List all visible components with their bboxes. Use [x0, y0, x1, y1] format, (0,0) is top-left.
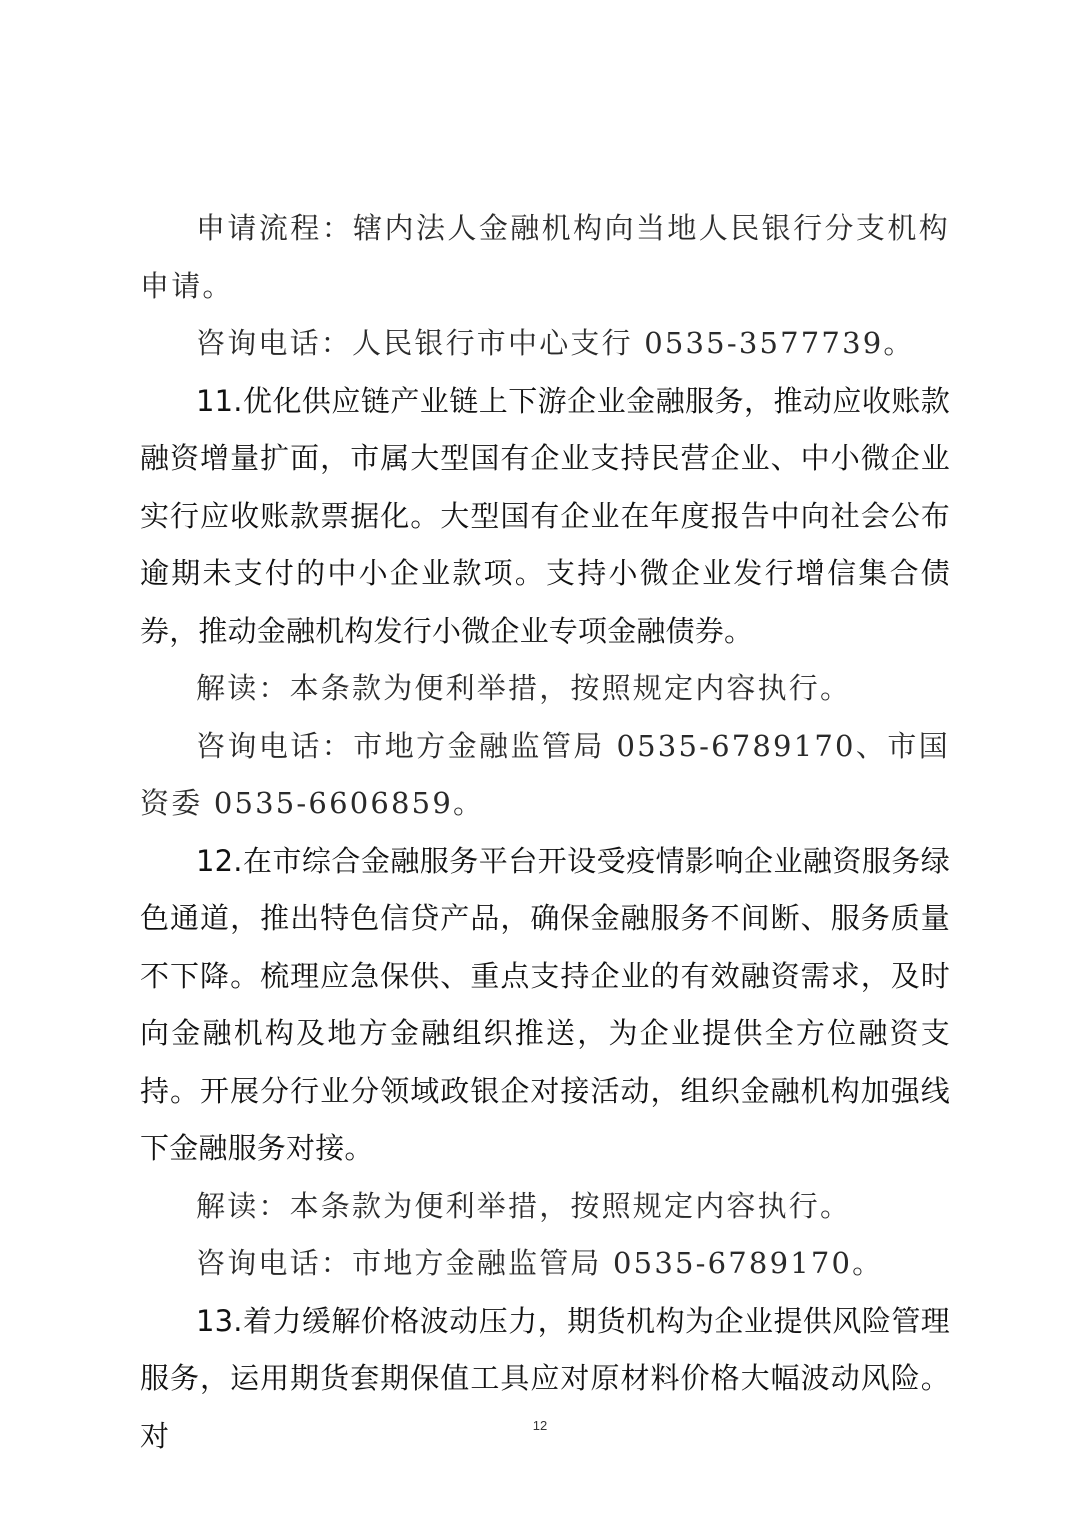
paragraph-interpretation-12: 解读：本条款为便利举措，按照规定内容执行。	[196, 1188, 852, 1223]
paragraph-application-process: 申请流程：辖内法人金融机构向当地人民银行分支机构申请。	[140, 211, 950, 303]
paragraph-consult-phone-11: 咨询电话：市地方金融监管局 0535-6789170、市国资委 0535-6606859。	[140, 728, 950, 820]
paragraph-consult-phone-12: 咨询电话：市地方金融监管局 0535-6789170。	[196, 1246, 884, 1280]
paragraph-item-11: 11.优化供应链产业链上下游企业金融服务，推动应收账款融资增量扩面，市属大型国有企业支持民营企业、中小微企业实行应收账款票据化。大型国有企业在年度报告中向社会公布逾期未支付的中小企业款项。支持小微企业发行增信集合债券，推动金融机构发行小微企业专项金融债券。	[140, 383, 950, 648]
paragraph-item-12: 12.在市综合金融服务平台开设受疫情影响企业融资服务绿色通道，推出特色信贷产品，确保金融服务不间断、服务质量不下降。梳理应急保供、重点支持企业的有效融资需求，及时向金融机构及地方金融组织推送，为企业提供全方位融资支持。开展分行业分领域政银企对接活动，组织金融机构加强线下金融服务对接。	[140, 843, 950, 1165]
paragraph-consult-phone-pbc: 咨询电话：人民银行市中心支行 0535-3577739。	[196, 326, 915, 360]
paragraph-interpretation-11: 解读：本条款为便利举措，按照规定内容执行。	[196, 671, 852, 705]
body-text	[140, 200, 950, 1465]
page-number: 12	[532, 1418, 548, 1433]
paragraph-item-13: 13.着力缓解价格波动压力，期货机构为企业提供风险管理服务，运用期货套期保值工具应对原材料价格大幅波动风险。对	[140, 1303, 950, 1453]
